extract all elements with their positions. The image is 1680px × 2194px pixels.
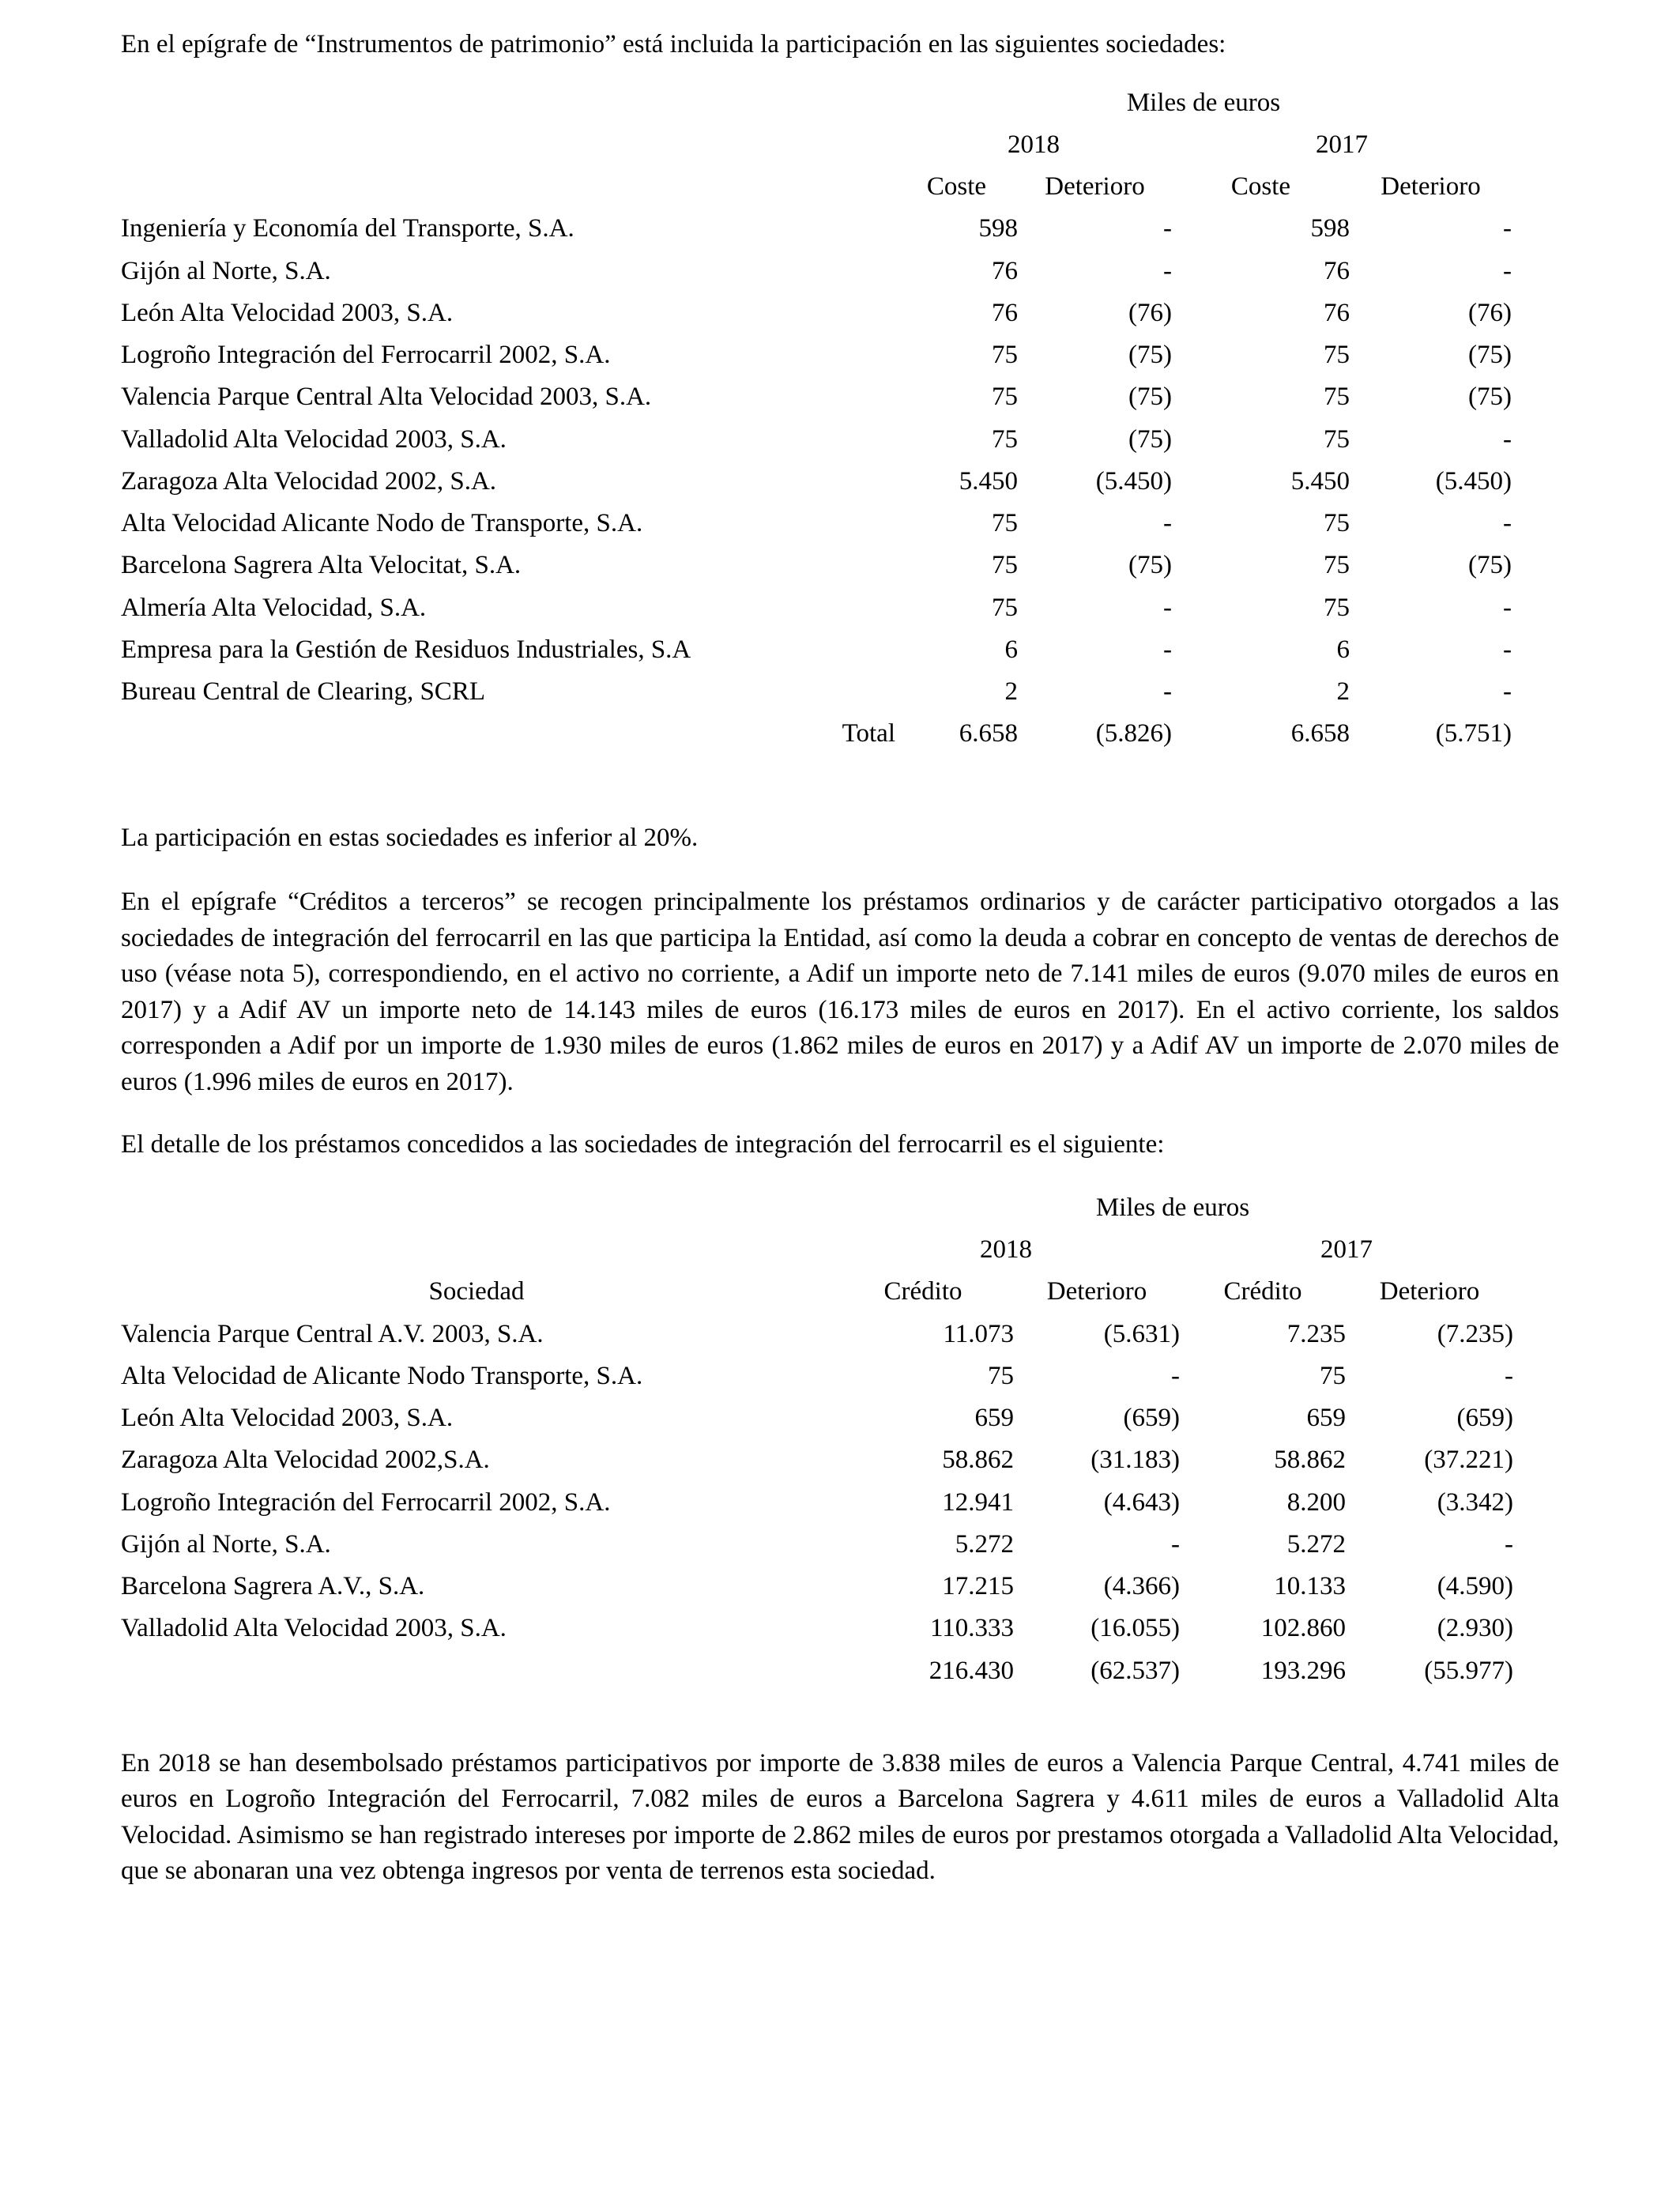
table-row bbox=[121, 1482, 1513, 1524]
spacer-cell bbox=[121, 124, 895, 166]
company-name-cell: Almería Alta Velocidad, S.A. bbox=[121, 593, 427, 622]
column-header-row bbox=[121, 166, 1512, 208]
coste-2017-cell: 2 bbox=[1336, 677, 1350, 707]
col-header-deterioro-2018: Deterioro bbox=[1045, 172, 1145, 202]
deterioro-2018-cell: - bbox=[1163, 214, 1172, 243]
total-label: Total bbox=[842, 719, 895, 748]
table-row bbox=[121, 587, 1512, 629]
credito-2017-cell: 102.860 bbox=[1260, 1614, 1346, 1643]
year-2017-header: 2017 bbox=[1316, 130, 1368, 159]
deterioro-2018-cell: (5.450) bbox=[1095, 466, 1172, 496]
table-row bbox=[121, 334, 1512, 376]
coste-2017-cell: 76 bbox=[1324, 298, 1350, 327]
credito-2018-cell: 5.272 bbox=[955, 1529, 1014, 1559]
deterioro-2017-cell: - bbox=[1505, 1529, 1513, 1559]
total-coste-2018-cell: 6.658 bbox=[959, 719, 1018, 748]
deterioro-2018-cell: (659) bbox=[1123, 1404, 1180, 1433]
coste-2018-cell: 598 bbox=[978, 214, 1018, 243]
company-name-cell: Valencia Parque Central A.V. 2003, S.A. bbox=[121, 1319, 544, 1348]
col-header-credito-2018: Crédito bbox=[883, 1277, 962, 1306]
company-name-cell: Logroño Integración del Ferrocarril 2002, S.A. bbox=[121, 1487, 611, 1517]
deterioro-2017-cell: (37.221) bbox=[1424, 1446, 1513, 1475]
credito-2017-cell: 58.862 bbox=[1274, 1446, 1346, 1475]
deterioro-2017-cell: - bbox=[1503, 424, 1512, 454]
deterioro-2017-cell: - bbox=[1503, 635, 1512, 664]
year-2018-header: 2018 bbox=[1008, 130, 1060, 159]
deterioro-2018-cell: (75) bbox=[1128, 551, 1172, 580]
deterioro-2018-cell: (75) bbox=[1128, 341, 1172, 370]
credito-2018-cell: 659 bbox=[974, 1404, 1014, 1433]
column-header-row bbox=[121, 1271, 1513, 1313]
company-name-cell: Barcelona Sagrera A.V., S.A. bbox=[121, 1572, 425, 1601]
coste-2018-cell: 5.450 bbox=[959, 466, 1018, 496]
intro-paragraph: En el epígrafe de “Instrumentos de patrimonio” está incluida la participación en las siguientes sociedades: bbox=[121, 30, 1226, 58]
deterioro-2017-cell: - bbox=[1503, 256, 1512, 285]
deterioro-2017-cell: (7.235) bbox=[1437, 1319, 1513, 1348]
credito-2017-cell: 5.272 bbox=[1286, 1529, 1346, 1559]
deterioro-2017-cell: (75) bbox=[1468, 551, 1512, 580]
table-row bbox=[121, 251, 1512, 292]
spacer-cell bbox=[121, 1187, 832, 1229]
deterioro-2017-cell: - bbox=[1503, 593, 1512, 622]
table-row bbox=[121, 461, 1512, 503]
company-name-cell: Valencia Parque Central Alta Velocidad 2003, S.A. bbox=[121, 383, 652, 412]
deterioro-2018-cell: (4.366) bbox=[1103, 1572, 1180, 1601]
total-deterioro-2018-cell: (62.537) bbox=[1090, 1656, 1180, 1685]
credito-2017-cell: 8.200 bbox=[1286, 1487, 1346, 1517]
creditos-terceros-paragraph: En el epígrafe “Créditos a terceros” se recogen principalmente los préstamos ordinarios y de carácter participativo otorgados a las sociedades de integración del ferrocarril en las que participa la Entidad, así como la deuda a cobrar en concepto de ventas de derechos de uso (véase nota 5), correspondiendo, en el activo no corriente, a Adif un importe neto de 7.141 miles de euros (9.070 miles de euros en 2017) y a Adif AV un importe neto de 14.143 miles de euros (16.173 miles de euros en 2017). En el activo corriente, los saldos corresponden a Adif por un importe de 1.930 miles de euros (1.862 miles de euros en 2017) y a Adif AV un importe de 2.070 miles de euros (1.996 miles de euros en 2017). bbox=[121, 888, 1559, 1096]
company-name-cell: Gijón al Norte, S.A. bbox=[121, 1529, 331, 1559]
coste-2017-cell: 75 bbox=[1324, 424, 1350, 454]
credito-2018-cell: 17.215 bbox=[942, 1572, 1014, 1601]
coste-2018-cell: 2 bbox=[1004, 677, 1018, 707]
col-header-deterioro-2018: Deterioro bbox=[1046, 1277, 1147, 1306]
col-header-deterioro-2017: Deterioro bbox=[1381, 172, 1481, 202]
year-2018-header: 2018 bbox=[980, 1235, 1032, 1265]
table-row bbox=[121, 1397, 1513, 1439]
total-coste-2017-cell: 6.658 bbox=[1290, 719, 1350, 748]
credito-2018-cell: 110.333 bbox=[929, 1614, 1014, 1643]
table-row bbox=[121, 1314, 1513, 1355]
year-header-row bbox=[121, 124, 1512, 166]
col-header-sociedad: Sociedad bbox=[428, 1277, 525, 1306]
coste-2017-cell: 75 bbox=[1324, 593, 1350, 622]
company-name-cell: Zaragoza Alta Velocidad 2002, S.A. bbox=[121, 466, 497, 496]
credito-2018-cell: 11.073 bbox=[943, 1319, 1014, 1348]
deterioro-2018-cell: (75) bbox=[1128, 424, 1172, 454]
coste-2017-cell: 598 bbox=[1310, 214, 1350, 243]
deterioro-2018-cell: (31.183) bbox=[1090, 1446, 1180, 1475]
deterioro-2017-cell: (75) bbox=[1468, 383, 1512, 412]
deterioro-2017-cell: (659) bbox=[1456, 1404, 1513, 1433]
units-header-row bbox=[121, 1187, 1513, 1229]
deterioro-2018-cell: - bbox=[1163, 677, 1172, 707]
deterioro-2018-cell: - bbox=[1163, 509, 1172, 538]
spacer-cell bbox=[121, 1650, 832, 1692]
table-row bbox=[121, 376, 1512, 418]
coste-2017-cell: 5.450 bbox=[1290, 466, 1350, 496]
company-name-cell: León Alta Velocidad 2003, S.A. bbox=[121, 1404, 454, 1433]
table-row bbox=[121, 503, 1512, 545]
deterioro-2017-cell: - bbox=[1503, 509, 1512, 538]
coste-2017-cell: 76 bbox=[1324, 256, 1350, 285]
year-header-row bbox=[121, 1229, 1513, 1271]
deterioro-2017-cell: (5.450) bbox=[1435, 466, 1512, 496]
table-total-row bbox=[121, 1650, 1513, 1692]
deterioro-2017-cell: - bbox=[1505, 1361, 1513, 1390]
credito-2017-cell: 7.235 bbox=[1286, 1319, 1346, 1348]
deterioro-2018-cell: - bbox=[1171, 1361, 1180, 1390]
year-2017-header: 2017 bbox=[1320, 1235, 1373, 1265]
table-row bbox=[121, 419, 1512, 461]
table-row bbox=[121, 1439, 1513, 1481]
coste-2017-cell: 75 bbox=[1324, 383, 1350, 412]
company-name-cell: Alta Velocidad de Alicante Nodo Transporte, S.A. bbox=[121, 1361, 643, 1390]
desembolso-paragraph: En 2018 se han desembolsado préstamos participativos por importe de 3.838 miles de euros a Valencia Parque Central, 4.741 miles de euros en Logroño Integración del Ferrocarril, 7.082 miles de euros a Barcelona Sagrera y 4.611 miles de euros a Valladolid Alta Velocidad. Asimismo se han registrado intereses por importe de 2.862 miles de euros por prestamos otorgada a Valladolid Alta Velocidad, que se abonaran una vez obtenga ingresos por venta de terrenos esta sociedad. bbox=[121, 1748, 1559, 1886]
coste-2018-cell: 75 bbox=[992, 341, 1018, 370]
company-name-cell: Bureau Central de Clearing, SCRL bbox=[121, 677, 485, 707]
coste-2017-cell: 75 bbox=[1324, 341, 1350, 370]
deterioro-2017-cell: (75) bbox=[1468, 341, 1512, 370]
deterioro-2018-cell: - bbox=[1171, 1529, 1180, 1559]
deterioro-2018-cell: - bbox=[1163, 635, 1172, 664]
company-name-cell: Zaragoza Alta Velocidad 2002,S.A. bbox=[121, 1446, 490, 1475]
deterioro-2018-cell: - bbox=[1163, 593, 1172, 622]
coste-2018-cell: 76 bbox=[992, 298, 1018, 327]
deterioro-2017-cell: (2.930) bbox=[1437, 1614, 1513, 1643]
spacer-cell bbox=[121, 82, 895, 124]
deterioro-2017-cell: (76) bbox=[1468, 298, 1512, 327]
table-row bbox=[121, 1608, 1513, 1649]
deterioro-2018-cell: (16.055) bbox=[1090, 1614, 1180, 1643]
coste-2018-cell: 75 bbox=[992, 551, 1018, 580]
coste-2018-cell: 75 bbox=[992, 509, 1018, 538]
coste-2017-cell: 75 bbox=[1324, 509, 1350, 538]
coste-2018-cell: 75 bbox=[992, 424, 1018, 454]
deterioro-2018-cell: (75) bbox=[1128, 383, 1172, 412]
detalle-prestamos-paragraph: El detalle de los préstamos concedidos a las sociedades de integración del ferrocarril es el siguiente: bbox=[121, 1130, 1165, 1159]
company-name-cell: Alta Velocidad Alicante Nodo de Transporte, S.A. bbox=[121, 509, 643, 538]
company-name-cell: Barcelona Sagrera Alta Velocitat, S.A. bbox=[121, 551, 522, 580]
deterioro-2017-cell: - bbox=[1503, 677, 1512, 707]
col-header-deterioro-2017: Deterioro bbox=[1379, 1277, 1480, 1306]
col-header-credito-2017: Crédito bbox=[1223, 1277, 1302, 1306]
credito-2018-cell: 12.941 bbox=[942, 1487, 1014, 1517]
table-row bbox=[121, 545, 1512, 586]
coste-2018-cell: 75 bbox=[992, 593, 1018, 622]
company-name-cell: Valladolid Alta Velocidad 2003, S.A. bbox=[121, 424, 507, 454]
deterioro-2017-cell: - bbox=[1503, 214, 1512, 243]
deterioro-2017-cell: (3.342) bbox=[1437, 1487, 1513, 1517]
total-deterioro-2018-cell: (5.826) bbox=[1095, 719, 1172, 748]
table-row bbox=[121, 1355, 1513, 1397]
col-header-coste-2017: Coste bbox=[1230, 172, 1291, 202]
coste-2018-cell: 6 bbox=[1004, 635, 1018, 664]
deterioro-2018-cell: (4.643) bbox=[1103, 1487, 1180, 1517]
coste-2018-cell: 75 bbox=[992, 383, 1018, 412]
company-name-cell: Valladolid Alta Velocidad 2003, S.A. bbox=[121, 1614, 507, 1643]
railway-loans-table bbox=[121, 1187, 1513, 1692]
coste-2018-cell: 76 bbox=[992, 256, 1018, 285]
deterioro-2018-cell: (5.631) bbox=[1103, 1319, 1180, 1348]
coste-2017-cell: 6 bbox=[1336, 635, 1350, 664]
deterioro-2017-cell: (4.590) bbox=[1437, 1572, 1513, 1601]
table-row bbox=[121, 1524, 1513, 1566]
units-label: Miles de euros bbox=[1095, 1193, 1250, 1222]
deterioro-2018-cell: - bbox=[1163, 256, 1172, 285]
company-name-cell: León Alta Velocidad 2003, S.A. bbox=[121, 298, 454, 327]
credito-2017-cell: 10.133 bbox=[1274, 1572, 1346, 1601]
units-label: Miles de euros bbox=[1126, 88, 1281, 117]
table-row bbox=[121, 208, 1512, 250]
credito-2018-cell: 75 bbox=[988, 1361, 1014, 1390]
table-row bbox=[121, 292, 1512, 334]
deterioro-2018-cell: (76) bbox=[1128, 298, 1172, 327]
total-deterioro-2017-cell: (5.751) bbox=[1435, 719, 1512, 748]
company-name-cell: Empresa para la Gestión de Residuos Industriales, S.A bbox=[121, 635, 691, 664]
total-credito-2018-cell: 216.430 bbox=[929, 1656, 1014, 1685]
total-deterioro-2017-cell: (55.977) bbox=[1424, 1656, 1513, 1685]
table-row bbox=[121, 671, 1512, 713]
spacer-cell bbox=[121, 1229, 832, 1271]
table-total-row bbox=[121, 713, 1512, 755]
company-name-cell: Logroño Integración del Ferrocarril 2002, S.A. bbox=[121, 341, 611, 370]
equity-instruments-table bbox=[121, 82, 1512, 756]
company-name-cell: Gijón al Norte, S.A. bbox=[121, 256, 331, 285]
credito-2017-cell: 659 bbox=[1306, 1404, 1346, 1433]
table-row bbox=[121, 1566, 1513, 1608]
table-row bbox=[121, 629, 1512, 671]
participation-note-paragraph: La participación en estas sociedades es inferior al 20%. bbox=[121, 823, 699, 852]
credito-2018-cell: 58.862 bbox=[942, 1446, 1014, 1475]
col-header-coste-2018: Coste bbox=[926, 172, 987, 202]
coste-2017-cell: 75 bbox=[1324, 551, 1350, 580]
total-credito-2017-cell: 193.296 bbox=[1260, 1656, 1346, 1685]
credito-2017-cell: 75 bbox=[1320, 1361, 1346, 1390]
company-name-cell: Ingeniería y Economía del Transporte, S.A. bbox=[121, 214, 574, 243]
spacer-cell bbox=[121, 166, 895, 208]
units-header-row bbox=[121, 82, 1512, 124]
